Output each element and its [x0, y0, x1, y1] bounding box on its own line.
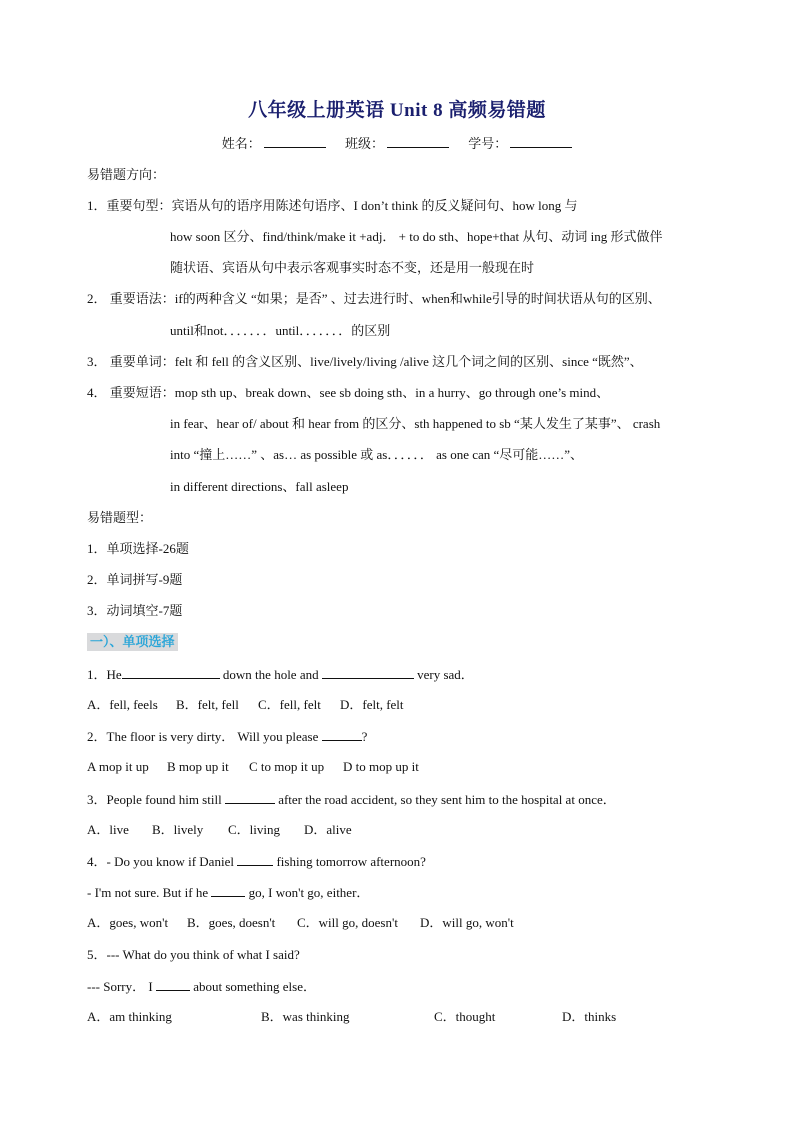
point-1-line-1: 1．重要句型：宾语从句的语序用陈述句语序、I don’t think 的反义疑问句、how long 与: [87, 198, 578, 213]
q5-blank[interactable]: [156, 978, 190, 991]
q3-blank[interactable]: [225, 791, 275, 804]
number-blank[interactable]: [510, 135, 572, 148]
question-5-stem-1: 5．--- What do you think of what I said?: [87, 947, 300, 962]
type-item: 2．单词拼写-9题: [87, 572, 183, 587]
page-title: 八年级上册英语 Unit 8 高频易错题: [248, 100, 546, 121]
q2-text-a: 2．The floor is very dirty． Will you please: [87, 729, 322, 744]
q2-option-c[interactable]: C to mop it up: [249, 759, 325, 774]
q5-option-d[interactable]: D．thinks: [562, 1009, 617, 1024]
name-label: 姓名：: [221, 136, 261, 151]
q4-text-b: fishing tomorrow afternoon?: [273, 854, 426, 869]
q2-option-d[interactable]: D to mop up it: [343, 759, 419, 774]
q1-blank-2[interactable]: [322, 666, 414, 679]
q3-option-d[interactable]: D．alive: [304, 822, 352, 837]
q4-option-d[interactable]: D．will go, won't: [420, 915, 514, 930]
q4-blank-1[interactable]: [237, 853, 273, 866]
q1-text-c: very sad．: [413, 667, 474, 682]
question-5-stem-2: [87, 978, 316, 995]
q4-text-c: - I'm not sure. But if he: [87, 885, 212, 900]
point-4-line-1: 4． 重要短语：mop sth up、break down、see sb doing sth、in a hurry、go through one’s mind、: [87, 385, 610, 400]
q5-text-a: --- Sorry． I: [87, 979, 156, 994]
q4-blank-2[interactable]: [211, 884, 245, 897]
q2-option-a[interactable]: A mop it up: [87, 759, 149, 774]
q3-text-b: after the road accident, so they sent him to the hospital at once．: [274, 792, 616, 807]
question-5-options: [87, 1009, 616, 1025]
point-4-line-3: into “撞上……” 、as… as possible 或 as．．．．．． as one can “尽可能……”、: [170, 447, 584, 462]
question-2-options: [87, 759, 419, 775]
q1-option-d[interactable]: D．felt, felt: [340, 697, 404, 712]
question-2-stem: [87, 728, 367, 745]
q5-option-c[interactable]: C．thought: [434, 1009, 496, 1024]
q3-option-a[interactable]: A．live: [87, 822, 129, 837]
point-1-line-3: 随状语、宾语从句中表示客观事实时态不变，还是用一般现在时: [170, 260, 535, 275]
q5-text-b: about something else．: [189, 979, 316, 994]
q1-text-b: down the hole and: [219, 667, 322, 682]
type-item: 1．单项选择-26题: [87, 541, 189, 556]
q1-option-a[interactable]: A．fell, feels: [87, 697, 158, 712]
question-1-stem: [87, 666, 474, 683]
q3-text-a: 3．People found him still: [87, 792, 225, 807]
q4-option-b[interactable]: B．goes, doesn't: [187, 915, 276, 930]
student-info: [0, 133, 794, 152]
question-3-options: [87, 822, 352, 838]
q3-option-b[interactable]: B．lively: [152, 822, 204, 837]
q3-option-c[interactable]: C．living: [228, 822, 281, 837]
point-4-line-2: in fear、hear of/ about 和 hear from 的区分、sth happened to sb “某人发生了某事”、 crash: [170, 416, 661, 431]
q5-option-a[interactable]: A．am thinking: [87, 1009, 172, 1024]
q2-text-b: ?: [361, 729, 368, 744]
question-3-stem: [87, 791, 616, 808]
class-label: 班级：: [344, 136, 384, 151]
point-2-line-2: until和not．．．．．．．until．．．．．．．的区别: [170, 323, 391, 338]
point-4-line-4: in different directions、fall asleep: [170, 479, 349, 494]
section-label: 一）、单项选择: [87, 633, 178, 651]
type-item: 3．动词填空-7题: [87, 603, 183, 618]
q4-text-d: go, I won't go, either．: [245, 885, 370, 900]
question-4-stem-1: [87, 853, 426, 870]
q1-blank-1[interactable]: [122, 666, 220, 679]
q4-text-a: 4．- Do you know if Daniel: [87, 854, 238, 869]
q1-option-b[interactable]: B．felt, fell: [176, 697, 239, 712]
question-4-options: [87, 915, 514, 931]
q4-option-a[interactable]: A．goes, won't: [87, 915, 169, 930]
point-2-line-1: 2． 重要语法：if的两种含义 “如果；是否” 、过去进行时、when和while引导的时间状语从句的区别、: [87, 291, 661, 306]
types-heading: 易错题型：: [87, 510, 153, 525]
q1-text-a: 1．He: [87, 667, 122, 682]
number-label: 学号：: [468, 136, 508, 151]
question-1-options: [87, 697, 404, 713]
name-blank[interactable]: [264, 135, 326, 148]
point-3-line-1: 3． 重要单词：felt 和 fell 的含义区别、live/lively/living /alive 这几个词之间的区别、since “既然”、: [87, 354, 643, 369]
q2-option-b[interactable]: B mop up it: [167, 759, 229, 774]
point-1-line-2: how soon 区分、find/think/make it +adj． + to do sth、hope+that 从句、动词 ing 形式做伴: [170, 229, 663, 244]
q5-option-b[interactable]: B．was thinking: [261, 1009, 350, 1024]
q1-option-c[interactable]: C．fell, felt: [258, 697, 321, 712]
class-blank[interactable]: [387, 135, 449, 148]
q4-option-c[interactable]: C．will go, doesn't: [297, 915, 398, 930]
q2-blank[interactable]: [322, 728, 362, 741]
question-4-stem-2: [87, 884, 369, 901]
direction-heading: 易错题方向：: [87, 167, 166, 182]
